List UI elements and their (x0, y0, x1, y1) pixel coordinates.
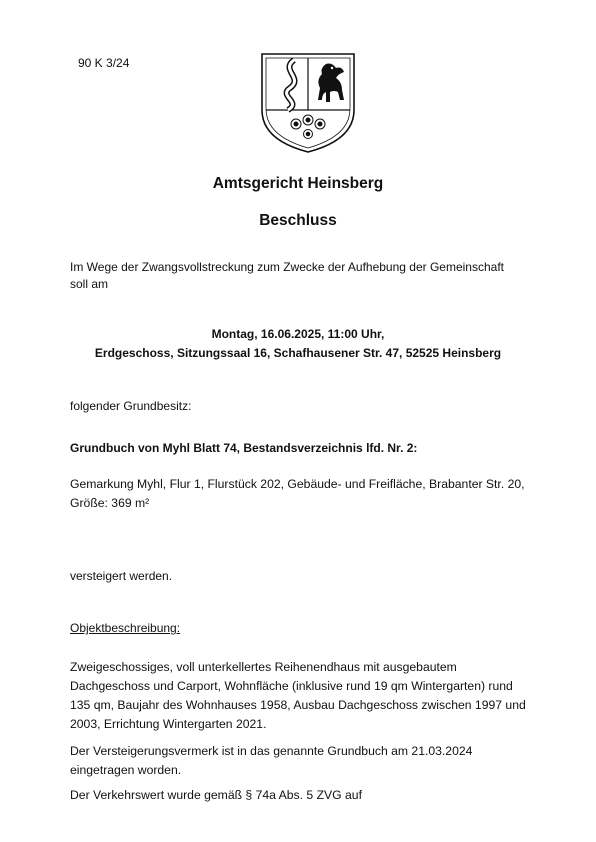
auction-location: Erdgeschoss, Sitzungssaal 16, Schafhausener Str. 47, 52525 Heinsberg (94, 346, 502, 360)
auction-date: Montag, 16.06.2025, 11:00 Uhr, (211, 327, 385, 341)
coat-of-arms-icon (258, 48, 358, 156)
description-line: Zweigeschossiges, voll unterkellertes Reihenendhaus mit ausgebautem (70, 660, 457, 674)
coat-of-arms-svg (258, 48, 358, 156)
market-value-line: Der Verkehrswert wurde gemäß § 74a Abs. 5 ZVG auf (70, 788, 362, 802)
parcel-description (70, 475, 525, 513)
parcel-line-2: Größe: 369 m² (70, 496, 150, 510)
parcel-line-1: Gemarkung Myhl, Flur 1, Flurstück 202, Gebäude- und Freifläche, Brabanter Str. 20, (70, 477, 525, 491)
description-line: 2003, Errichtung Wintergarten 2021. (70, 717, 267, 731)
court-name: Amtsgericht Heinsberg (212, 175, 384, 192)
object-description-heading: Objektbeschreibung: (70, 621, 181, 635)
file-number: 90 K 3/24 (78, 56, 130, 70)
intro-line-2: soll am (70, 277, 109, 291)
auction-statement: versteigert werden. (70, 569, 173, 583)
registration-note (70, 742, 472, 780)
description-line: Dachgeschoss und Carport, Wohnfläche (inklusive rund 19 qm Wintergarten) rund (70, 679, 513, 693)
intro-text (70, 259, 504, 293)
registration-line: eingetragen worden. (70, 763, 182, 777)
document-heading: Beschluss (259, 212, 337, 229)
intro-line-1: Im Wege der Zwangsvollstreckung zum Zwecke der Aufhebung der Gemeinschaft (70, 260, 504, 274)
property-intro: folgender Grundbesitz: (70, 399, 192, 413)
land-register-line: Grundbuch von Myhl Blatt 74, Bestandsverzeichnis lfd. Nr. 2: (70, 441, 418, 455)
description-line: 135 qm, Baujahr des Wohnhauses 1958, Ausbau Dachgeschoss zwischen 1997 und (70, 698, 526, 712)
object-description (70, 658, 526, 734)
registration-line: Der Versteigerungsvermerk ist in das genannte Grundbuch am 21.03.2024 (70, 744, 473, 758)
